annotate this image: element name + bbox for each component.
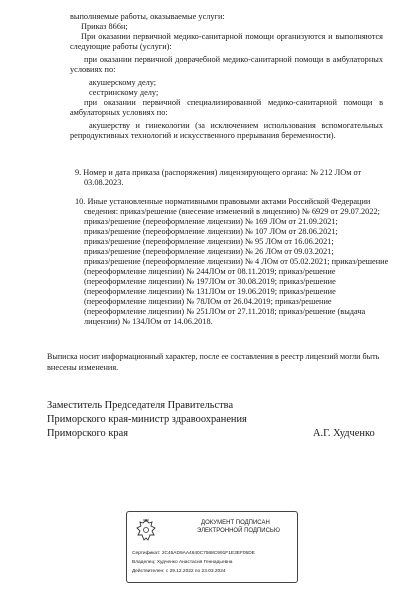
item10-line: (переоформление лицензии) № 244ЛОм от 08.11.2019; приказ/решение: [84, 267, 336, 276]
nursing-item: сестринскому делу;: [89, 88, 159, 97]
item10-line: 10. Иные установленные нормативными правовыми актами Российской Федерации: [75, 197, 371, 206]
signer-name: А.Г. Худченко: [313, 428, 375, 439]
item9-line2: 03.08.2023.: [84, 178, 124, 187]
stamp-title-line2: ЭЛЕКТРОННОЙ ПОДПИСЬЮ: [197, 528, 280, 534]
services-heading: выполняемые работы, оказываемые услуги:: [70, 12, 225, 21]
stamp-certificate: Сертификат: 2C45AD9AA4640C7568C991F1E3EF05DE: [132, 551, 255, 556]
item10-line: приказ/решение (переоформление лицензии) № 4 ЛОм от 05.02.2021; приказ/решение: [84, 257, 389, 266]
item10-line: лицензии) № 134ЛОм от 14.06.2018.: [84, 317, 213, 326]
works-services-line: следующие работы (услуги):: [70, 42, 172, 51]
item10-line: (переоформление лицензии) № 78ЛОм от 26.04.2019; приказ/решение: [84, 297, 332, 306]
stamp-validity: Действителен: с 29.12.2022 по 23.03.2024: [132, 569, 226, 574]
item10-line: (переоформление лицензии) № 197ЛОм от 30.08.2019; приказ/решение: [84, 277, 336, 286]
signer-position-line3: Приморского края: [47, 428, 128, 439]
item10-line: приказ/решение (переоформление лицензии) № 95 ЛОм от 16.06.2021;: [84, 237, 334, 246]
reproductive-technologies-line: репродуктивных технологий и искусственного прерывания беременности).: [70, 131, 336, 140]
item10-line: сведения: приказ/решение (внесение изменений в лицензию) № 6929 от 29.07.2022;: [84, 207, 380, 216]
obstetric-nursing-item: акушерскому делу;: [89, 78, 157, 87]
coat-of-arms-emblem: [135, 518, 157, 544]
pmsp-organization-line: При оказании первичной медико-санитарной помощи организуются и выполняются: [81, 32, 383, 41]
informational-note-line1: Выписка носит информационный характер, после ее составления в реестр лицензий могли быть: [47, 352, 380, 361]
item10-line: приказ/решение (переоформление лицензии) № 26 ЛОм от 09.03.2021;: [84, 247, 334, 256]
item10-line: (переоформление лицензии) № 251ЛОм от 27.11.2018; приказ/решение (выдача: [84, 307, 366, 316]
stamp-title-line1: ДОКУМЕНТ ПОДПИСАН: [201, 520, 270, 526]
conditions-line: условиях по:: [70, 65, 116, 74]
item10-line: приказ/решение (переоформление лицензии) № 107 ЛОм от 28.06.2021;: [84, 227, 338, 236]
gynecology-item: акушерству и гинекологии (за исключением использования вспомогательных: [89, 121, 383, 130]
item10-line: приказ/решение (переоформление лицензии) № 169 ЛОм от 21.09.2021;: [84, 217, 338, 226]
item9-line1: 9. Номер и дата приказа (распоряжения) лицензирующего органа: № 212 ЛОм от: [75, 168, 362, 177]
electronic-signature-stamp: [126, 511, 298, 583]
informational-note-line2: внесены изменения.: [47, 363, 119, 372]
prehospital-care-line: при оказании первичной доврачебной медико-санитарной помощи в амбулаторных: [84, 55, 383, 64]
order-866n: Приказ 866н;: [81, 22, 128, 31]
item10-line: (переоформление лицензии) № 131ЛОм от 19.06.2019; приказ/решение: [84, 287, 336, 296]
signer-position-line2: Приморского края-министр здравоохранения: [47, 414, 247, 425]
stamp-owner: Владелец: Худченко Анастасия Геннадьевна: [132, 560, 233, 565]
ambulatory-conditions-line: амбулаторных условиях по:: [70, 108, 168, 117]
signer-position-line1: Заместитель Председателя Правительства: [47, 400, 234, 411]
specialized-care-line: при оказании первичной специализированной медико-санитарной помощи в: [84, 98, 383, 107]
